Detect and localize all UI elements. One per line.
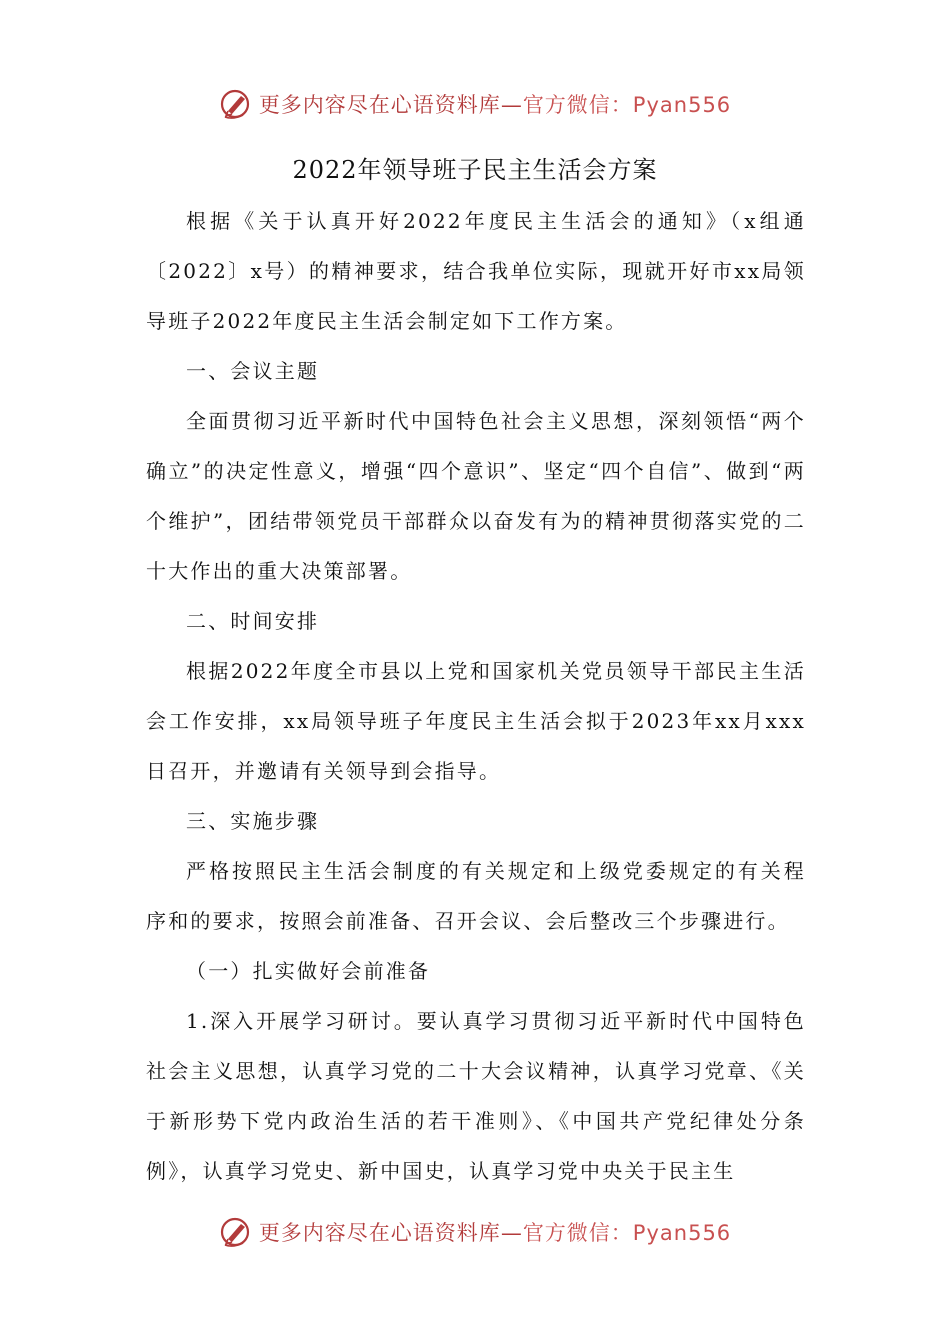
header-watermark-banner — [0, 82, 950, 126]
section2-paragraph: 根据2022年度全市县以上党和国家机关党员领导干部民主生活会工作安排，xx局领导班子年度民主生活会拟于2023年xx月xxx日召开，并邀请有关领导到会指导。 — [146, 659, 806, 783]
section2-heading: 二、时间安排 — [186, 609, 320, 633]
watermark-text — [259, 89, 731, 119]
section3-paragraph: 严格按照民主生活会制度的有关规定和上级党委规定的有关程序和的要求，按照会前准备、召开会议、会后整改三个步骤进行。 — [146, 859, 806, 933]
watermark-site-text: 更多内容尽在心语资料库 — [258, 93, 501, 117]
footer-watermark-banner — [0, 1210, 950, 1254]
section3-heading: 三、实施步骤 — [186, 809, 320, 833]
document-body — [146, 196, 806, 1196]
item1-paragraph: 1.深入开展学习研讨。要认真学习贯彻习近平新时代中国特色社会主义思想，认真学习党的二十大会议精神，认真学习党章、《关于新形势下党内政治生活的若干准则》、《中国共产党纪律处分条例》，认真学习党史、新中国史，认真学习党中央关于民主生 — [146, 1009, 806, 1183]
watermark-wechat-text: 官方微信：Pyan556 — [522, 93, 732, 117]
pen-logo-icon — [219, 1215, 253, 1249]
section1-heading: 一、会议主题 — [186, 359, 320, 383]
watermark-site-text: 更多内容尽在心语资料库 — [258, 1221, 501, 1245]
watermark-separator: — — [500, 93, 523, 117]
intro-paragraph: 根据《关于认真开好2022年度民主生活会的通知》（x组通〔2022〕x号）的精神要求，结合我单位实际，现就开好市xx局领导班子2022年度民主生活会制定如下工作方案。 — [146, 209, 806, 333]
watermark-text — [259, 1217, 731, 1247]
subsection1-heading: （一）扎实做好会前准备 — [186, 959, 431, 983]
watermark-separator: — — [500, 1221, 523, 1245]
document-title: 2022年领导班子民主生活会方案 — [292, 156, 658, 184]
pen-logo-icon — [219, 87, 253, 121]
section1-paragraph: 全面贯彻习近平新时代中国特色社会主义思想，深刻领悟“两个确立”的决定性意义，增强“四个意识”、坚定“四个自信”、做到“两个维护”，团结带领党员干部群众以奋发有为的精神贯彻落实党的二十大作出的重大决策部署。 — [146, 409, 806, 583]
watermark-wechat-text: 官方微信：Pyan556 — [522, 1221, 732, 1245]
